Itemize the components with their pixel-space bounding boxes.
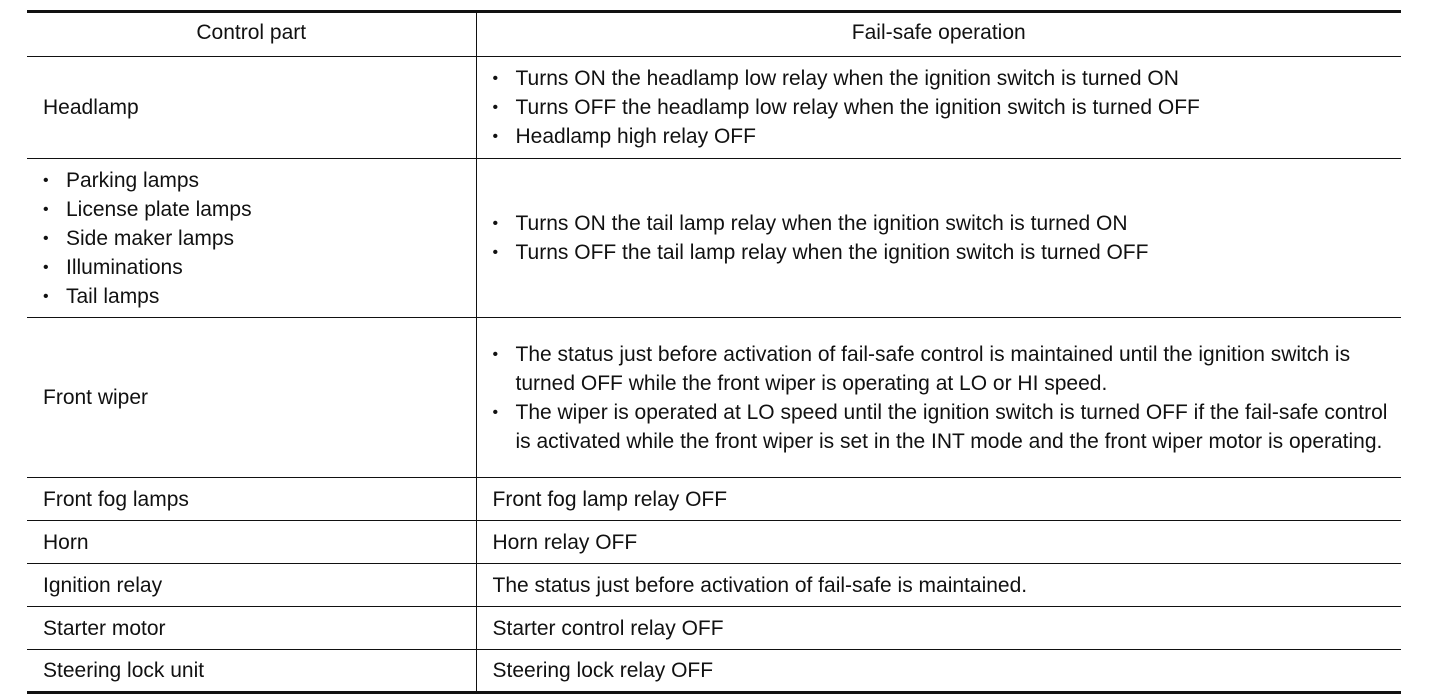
fail-safe-cell: Front fog lamp relay OFF (476, 478, 1401, 521)
list-item: • Tail lamps (43, 282, 476, 311)
list-item: • The wiper is operated at LO speed until the ignition switch is turned OFF if the fail-safe control is activated while the front wiper is set in the INT mode and the front wiper motor is operating. (493, 398, 1392, 456)
fail-safe-cell: Starter control relay OFF (476, 607, 1401, 650)
list-item: • Illuminations (43, 253, 476, 282)
fail-safe-cell (476, 57, 1401, 159)
table-row (27, 650, 1401, 693)
fail-safe-cell (476, 159, 1401, 318)
fail-safe-list (493, 64, 1392, 151)
list-item: • License plate lamps (43, 195, 476, 224)
fail-safe-operation-header: Fail-safe operation (476, 12, 1401, 57)
control-part-cell: Headlamp (27, 57, 476, 159)
table-row (27, 318, 1401, 478)
control-part-cell: Ignition relay (27, 564, 476, 607)
table-row (27, 521, 1401, 564)
control-part-cell: Front fog lamps (27, 478, 476, 521)
table-row (27, 478, 1401, 521)
control-part-header: Control part (27, 12, 476, 57)
list-item: • Turns OFF the tail lamp relay when the ignition switch is turned OFF (493, 238, 1392, 267)
fail-safe-cell: Steering lock relay OFF (476, 650, 1401, 693)
list-item: • Headlamp high relay OFF (493, 122, 1392, 151)
table-row (27, 607, 1401, 650)
fail-safe-cell: The status just before activation of fail-safe is maintained. (476, 564, 1401, 607)
list-item: • The status just before activation of fail-safe control is maintained until the ignition switch is turned OFF while the front wiper is operating at LO or HI speed. (493, 340, 1392, 398)
fail-safe-cell (476, 318, 1401, 478)
control-part-cell: Starter motor (27, 607, 476, 650)
fail-safe-list (493, 209, 1392, 267)
control-part-cell: Horn (27, 521, 476, 564)
fail-safe-cell: Horn relay OFF (476, 521, 1401, 564)
control-part-cell: Front wiper (27, 318, 476, 478)
list-item: • Turns ON the headlamp low relay when the ignition switch is turned ON (493, 64, 1392, 93)
fail-safe-list (493, 340, 1392, 456)
control-part-list (43, 166, 476, 311)
list-item: • Turns ON the tail lamp relay when the ignition switch is turned ON (493, 209, 1392, 238)
fail-safe-table (27, 10, 1401, 694)
table-header-row (27, 12, 1401, 57)
table-row (27, 564, 1401, 607)
list-item: • Turns OFF the headlamp low relay when the ignition switch is turned OFF (493, 93, 1392, 122)
table-row (27, 159, 1401, 318)
list-item: • Side maker lamps (43, 224, 476, 253)
list-item: • Parking lamps (43, 166, 476, 195)
table-row (27, 57, 1401, 159)
control-part-cell: Steering lock unit (27, 650, 476, 693)
control-part-cell (27, 159, 476, 318)
